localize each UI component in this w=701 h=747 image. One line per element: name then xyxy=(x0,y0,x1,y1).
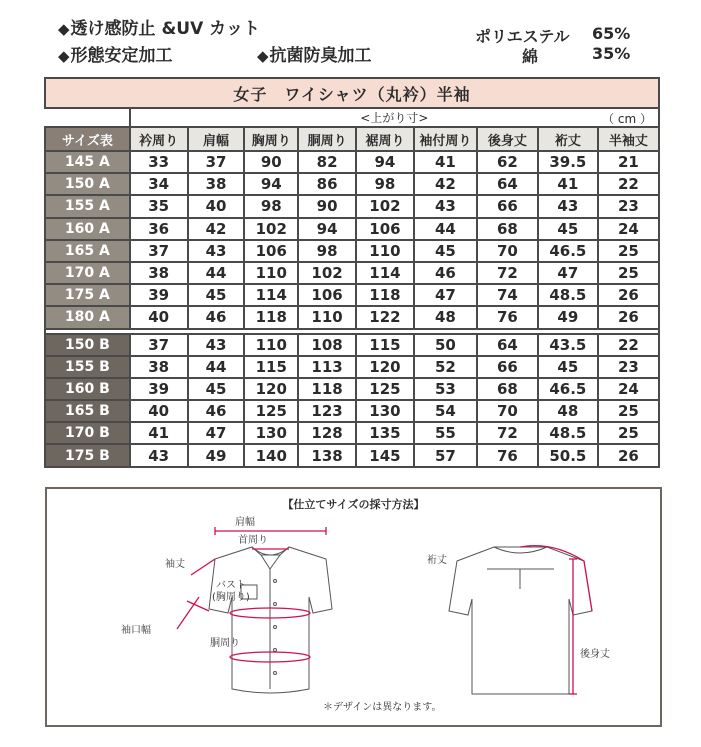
size-label: 180 A xyxy=(45,306,130,328)
table-cell: 50.5 xyxy=(538,444,598,466)
table-cell: 108 xyxy=(298,334,356,356)
table-row xyxy=(45,262,659,284)
table-cell: 62 xyxy=(477,151,538,173)
column-header: 胴周り xyxy=(298,127,356,151)
table-cell: 38 xyxy=(130,262,188,284)
table-cell: 106 xyxy=(244,240,298,262)
table-cell: 25 xyxy=(598,240,659,262)
table-cell: 42 xyxy=(188,218,245,240)
size-label: 165 B xyxy=(45,400,130,422)
table-cell: 24 xyxy=(598,378,659,400)
table-cell: 47 xyxy=(188,422,245,444)
table-cell: 70 xyxy=(477,400,538,422)
table-cell: 70 xyxy=(477,240,538,262)
table-cell: 43 xyxy=(188,240,245,262)
table-cell: 118 xyxy=(356,284,414,306)
table-cell: 47 xyxy=(414,284,477,306)
column-header: 袖付周り xyxy=(414,127,477,151)
table-cell: 50 xyxy=(414,334,477,356)
table-cell: 98 xyxy=(356,173,414,195)
table-cell: 26 xyxy=(598,284,659,306)
column-header: 肩幅 xyxy=(188,127,245,151)
design-disclaimer: ＊デザインは異なります。 xyxy=(323,702,442,713)
table-cell: 114 xyxy=(356,262,414,284)
table-cell: 45 xyxy=(538,218,598,240)
table-cell: 54 xyxy=(414,400,477,422)
table-row xyxy=(45,240,659,262)
table-row xyxy=(45,334,659,356)
label-bust-sub: (胸周り) xyxy=(212,592,250,603)
table-cell: 45 xyxy=(538,356,598,378)
label-waist: 胴周り xyxy=(210,638,240,649)
table-cell: 90 xyxy=(244,151,298,173)
feature-antibacterial xyxy=(257,41,372,66)
table-corner-blank xyxy=(45,108,130,127)
table-cell: 45 xyxy=(188,284,245,306)
table-cell: 53 xyxy=(414,378,477,400)
table-cell: 46.5 xyxy=(538,240,598,262)
table-cell: 25 xyxy=(598,422,659,444)
table-cell: 115 xyxy=(244,356,298,378)
table-cell: 45 xyxy=(414,240,477,262)
table-cell: 125 xyxy=(356,378,414,400)
size-label: 170 B xyxy=(45,422,130,444)
table-cell: 34 xyxy=(130,173,188,195)
label-neck: 首周り xyxy=(238,535,268,546)
table-cell: 40 xyxy=(130,400,188,422)
table-cell: 22 xyxy=(598,334,659,356)
table-cell: 44 xyxy=(188,356,245,378)
table-cell: 110 xyxy=(244,262,298,284)
table-cell: 102 xyxy=(356,195,414,217)
size-table xyxy=(44,77,660,468)
column-header: 後身丈 xyxy=(477,127,538,151)
size-label: 150 A xyxy=(45,173,130,195)
front-shirt-collar-icon xyxy=(252,547,289,569)
table-row xyxy=(45,356,659,378)
label-bust: バスト xyxy=(216,580,246,591)
table-cell: 94 xyxy=(298,218,356,240)
table-cell: 24 xyxy=(598,218,659,240)
table-cell: 86 xyxy=(298,173,356,195)
table-cell: 57 xyxy=(414,444,477,466)
back-shirt-yoke-icon xyxy=(487,547,554,569)
table-cell: 90 xyxy=(298,195,356,217)
column-header: 衿周り xyxy=(130,127,188,151)
table-cell: 102 xyxy=(244,218,298,240)
table-unit: （ cm ） xyxy=(602,112,652,126)
material-name-cotton: 綿 xyxy=(522,47,539,66)
feature-uv-cut xyxy=(58,14,260,39)
table-cell: 48.5 xyxy=(538,422,598,444)
table-cell: 48 xyxy=(538,400,598,422)
table-cell: 64 xyxy=(477,334,538,356)
table-cell: 40 xyxy=(130,306,188,328)
table-cell: 125 xyxy=(244,400,298,422)
table-cell: 43 xyxy=(538,195,598,217)
size-label: 155 B xyxy=(45,356,130,378)
size-label: 170 A xyxy=(45,262,130,284)
label-sleeve-length: 袖丈 xyxy=(165,559,185,570)
table-cell: 43 xyxy=(188,334,245,356)
table-cell: 55 xyxy=(414,422,477,444)
table-cell: 46 xyxy=(188,306,245,328)
table-title: 女子 ワイシャツ（丸衿）半袖 xyxy=(45,78,659,108)
table-cell: 38 xyxy=(188,173,245,195)
table-header-row xyxy=(45,127,659,151)
measurement-guide-title: 【仕立てサイズの採寸方法】 xyxy=(282,498,425,511)
table-subtitle: <上がり寸> xyxy=(360,111,429,125)
table-cell: 42 xyxy=(414,173,477,195)
table-cell: 135 xyxy=(356,422,414,444)
table-cell: 76 xyxy=(477,306,538,328)
table-cell: 114 xyxy=(244,284,298,306)
table-cell: 64 xyxy=(477,173,538,195)
table-cell: 98 xyxy=(244,195,298,217)
table-row xyxy=(45,306,659,328)
table-cell: 43 xyxy=(414,195,477,217)
table-cell: 21 xyxy=(598,151,659,173)
table-cell: 94 xyxy=(356,151,414,173)
size-label: 155 A xyxy=(45,195,130,217)
table-cell: 52 xyxy=(414,356,477,378)
table-row xyxy=(45,173,659,195)
material-value-cotton: 35% xyxy=(592,44,631,63)
table-cell: 122 xyxy=(356,306,414,328)
size-column-header: サイズ表 xyxy=(45,127,130,151)
table-row xyxy=(45,422,659,444)
table-cell: 68 xyxy=(477,378,538,400)
size-label: 175 B xyxy=(45,444,130,466)
table-cell: 66 xyxy=(477,195,538,217)
table-cell: 40 xyxy=(188,195,245,217)
table-cell: 39 xyxy=(130,284,188,306)
size-label: 160 B xyxy=(45,378,130,400)
column-header: 裾周り xyxy=(356,127,414,151)
table-cell: 68 xyxy=(477,218,538,240)
table-cell: 43 xyxy=(130,444,188,466)
table-cell: 44 xyxy=(414,218,477,240)
table-cell: 46 xyxy=(188,400,245,422)
table-row xyxy=(45,400,659,422)
feature-label: 形態安定加工 xyxy=(70,46,173,66)
label-back-length: 後身丈 xyxy=(580,649,610,660)
table-cell: 33 xyxy=(130,151,188,173)
table-cell: 39 xyxy=(130,378,188,400)
table-cell: 26 xyxy=(598,306,659,328)
size-label: 150 B xyxy=(45,334,130,356)
table-row xyxy=(45,218,659,240)
table-cell: 82 xyxy=(298,151,356,173)
table-cell: 115 xyxy=(356,334,414,356)
size-label: 160 A xyxy=(45,218,130,240)
material-value-polyester: 65% xyxy=(592,24,631,43)
table-cell: 37 xyxy=(130,334,188,356)
table-row xyxy=(45,151,659,173)
table-cell: 118 xyxy=(244,306,298,328)
column-header: 裄丈 xyxy=(538,127,598,151)
table-cell: 128 xyxy=(298,422,356,444)
table-cell: 74 xyxy=(477,284,538,306)
label-shoulder: 肩幅 xyxy=(235,517,255,528)
table-cell: 72 xyxy=(477,262,538,284)
table-subtitle-row xyxy=(130,108,659,127)
table-row xyxy=(45,284,659,306)
table-row xyxy=(45,444,659,466)
table-cell: 98 xyxy=(298,240,356,262)
table-cell: 46.5 xyxy=(538,378,598,400)
table-cell: 47 xyxy=(538,262,598,284)
table-cell: 36 xyxy=(130,218,188,240)
column-header: 胸周り xyxy=(244,127,298,151)
table-cell: 23 xyxy=(598,356,659,378)
table-cell: 37 xyxy=(130,240,188,262)
diamond-bullet-icon: ◆ xyxy=(257,47,269,65)
table-cell: 94 xyxy=(244,173,298,195)
table-cell: 145 xyxy=(356,444,414,466)
table-cell: 41 xyxy=(130,422,188,444)
table-cell: 110 xyxy=(244,334,298,356)
table-cell: 41 xyxy=(538,173,598,195)
table-cell: 38 xyxy=(130,356,188,378)
table-cell: 106 xyxy=(356,218,414,240)
table-cell: 22 xyxy=(598,173,659,195)
table-cell: 138 xyxy=(298,444,356,466)
table-cell: 48 xyxy=(414,306,477,328)
table-cell: 35 xyxy=(130,195,188,217)
table-cell: 49 xyxy=(538,306,598,328)
table-cell: 118 xyxy=(298,378,356,400)
table-cell: 37 xyxy=(188,151,245,173)
table-row xyxy=(45,378,659,400)
table-cell: 110 xyxy=(356,240,414,262)
column-header: 半袖丈 xyxy=(598,127,659,151)
diamond-bullet-icon: ◆ xyxy=(58,20,70,38)
size-label: 175 A xyxy=(45,284,130,306)
table-cell: 66 xyxy=(477,356,538,378)
table-cell: 113 xyxy=(298,356,356,378)
table-cell: 39.5 xyxy=(538,151,598,173)
table-cell: 45 xyxy=(188,378,245,400)
table-cell: 25 xyxy=(598,400,659,422)
table-cell: 106 xyxy=(298,284,356,306)
table-cell: 25 xyxy=(598,262,659,284)
label-sleeve-opening: 袖口幅 xyxy=(121,625,151,636)
table-cell: 120 xyxy=(244,378,298,400)
material-name-polyester: ポリエステル xyxy=(475,27,570,46)
table-cell: 43.5 xyxy=(538,334,598,356)
table-cell: 130 xyxy=(244,422,298,444)
size-label: 165 A xyxy=(45,240,130,262)
table-cell: 130 xyxy=(356,400,414,422)
table-cell: 110 xyxy=(298,306,356,328)
table-cell: 26 xyxy=(598,444,659,466)
table-cell: 140 xyxy=(244,444,298,466)
shirt-measurement-diagram xyxy=(47,489,664,729)
measurement-guide xyxy=(45,487,662,727)
table-cell: 48.5 xyxy=(538,284,598,306)
feature-label: 抗菌防臭加工 xyxy=(269,46,372,66)
table-cell: 41 xyxy=(414,151,477,173)
table-cell: 102 xyxy=(298,262,356,284)
feature-label: 透け感防止 &UV カット xyxy=(70,19,260,39)
table-row xyxy=(45,195,659,217)
label-yuki: 裄丈 xyxy=(427,555,447,566)
table-cell: 44 xyxy=(188,262,245,284)
table-cell: 72 xyxy=(477,422,538,444)
size-label: 145 A xyxy=(45,151,130,173)
table-cell: 23 xyxy=(598,195,659,217)
table-cell: 49 xyxy=(188,444,245,466)
table-cell: 123 xyxy=(298,400,356,422)
table-cell: 46 xyxy=(414,262,477,284)
table-cell: 76 xyxy=(477,444,538,466)
table-cell: 120 xyxy=(356,356,414,378)
feature-shape-stable xyxy=(58,41,173,66)
diamond-bullet-icon: ◆ xyxy=(58,47,70,65)
